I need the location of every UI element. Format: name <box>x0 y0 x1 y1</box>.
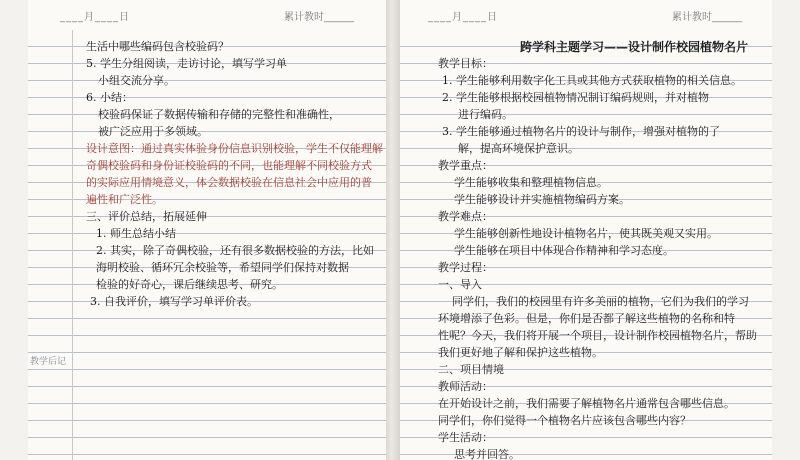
hours-field: 累计教时______ <box>284 12 354 23</box>
text-line: 在开始设计之前，我们需要了解植物名片通常包含哪些信息。 <box>438 397 735 410</box>
section-heading: 一、导入 <box>438 278 482 291</box>
text-line: 5. 学生分组阅读，走访讨论，填写学习单 <box>86 57 287 70</box>
design-intent-line: 遍性和广泛性。 <box>86 193 163 206</box>
design-intent-line: 奇偶校验码和身份证校验码的不同，也能理解不同校验方式 <box>86 159 372 172</box>
right-page <box>400 0 772 460</box>
design-intent-line: 设计意图：通过真实体验身份信息识别校验，学生不仅能理解 <box>86 142 383 155</box>
section-heading: 学生活动： <box>438 431 493 444</box>
text-line: 学生能够收集和整理植物信息。 <box>454 176 608 189</box>
text-line: 3. 自我评价，填写学习单评价表。 <box>90 295 258 308</box>
teaching-notes-label: 教学后记 <box>30 357 67 367</box>
section-heading: 三、评价总结，拓展延伸 <box>86 210 207 223</box>
text-line: 海明校验、循环冗余校验等，希望同学们保持对数据 <box>96 261 349 274</box>
text-line: 1. 学生能够利用数字化工具或其他方式获取植物的相关信息。 <box>442 74 742 87</box>
text-line: 同学们，我们的校园里有许多美丽的植物，它们为我们的学习 <box>452 295 749 308</box>
section-heading: 教学目标： <box>438 57 493 70</box>
right-page-header <box>400 0 772 30</box>
book-gutter <box>386 0 400 460</box>
section-heading: 教学过程： <box>438 261 493 274</box>
text-line: 校验码保证了数据传输和存储的完整性和准确性， <box>98 108 340 121</box>
date-field: ____月____日 <box>428 12 498 23</box>
text-line: 同学们，你们觉得一个植物名片应该包含哪些内容？ <box>438 414 691 427</box>
text-line: 检验的好奇心，课后继续思考、研究。 <box>96 278 283 291</box>
text-line: 解，提高环境保护意识。 <box>458 142 579 155</box>
text-line: 性呢？今天，我们将开展一个项目，设计制作校园植物名片，帮助 <box>438 329 757 342</box>
design-intent-line: 的实际应用情境意义，体会数据校验在信息社会中应用的普 <box>86 176 372 189</box>
section-heading: 教学重点： <box>438 159 493 172</box>
text-line: 被广泛应用于多领域。 <box>98 125 208 138</box>
text-line: 小组交流分享。 <box>98 74 175 87</box>
text-line: 进行编码。 <box>458 108 513 121</box>
text-line: 环境增添了色彩。但是，你们是否都了解这些植物的名称和特 <box>438 312 735 325</box>
text-line: 思考并回答。 <box>454 448 520 460</box>
text-line: 生活中哪些编码包含校验码？ <box>86 40 229 53</box>
lesson-title: 跨学科主题学习——设计制作校园植物名片 <box>520 40 749 54</box>
hours-field: 累计教时______ <box>672 12 742 23</box>
date-field: ____月____日 <box>60 12 130 23</box>
text-line: 学生能够创新性地设计植物名片，使其既美观又实用。 <box>454 227 718 240</box>
margin-rule <box>72 30 73 460</box>
left-page <box>28 0 386 460</box>
text-line: 1. 师生总结小结 <box>96 227 176 240</box>
text-line: 6. 小结： <box>86 91 133 104</box>
text-line: 学生能够设计并实施植物编码方案。 <box>454 193 630 206</box>
text-line: 2. 学生能够根据校园植物情况制订编码规则，并对植物 <box>442 91 709 104</box>
section-heading: 二、项目情境 <box>438 363 504 376</box>
text-line: 2. 其实，除了奇偶校验，还有很多数据校验的方法，比如 <box>96 244 374 257</box>
section-heading: 教学难点： <box>438 210 493 223</box>
section-heading: 教师活动： <box>438 380 493 393</box>
text-line: 学生能够在项目中体现合作精神和学习态度。 <box>454 244 674 257</box>
text-line: 3. 学生能够通过植物名片的设计与制作，增强对植物的了 <box>442 125 720 138</box>
left-page-header <box>28 0 386 30</box>
text-line: 我们更好地了解和保护这些植物。 <box>438 346 603 359</box>
